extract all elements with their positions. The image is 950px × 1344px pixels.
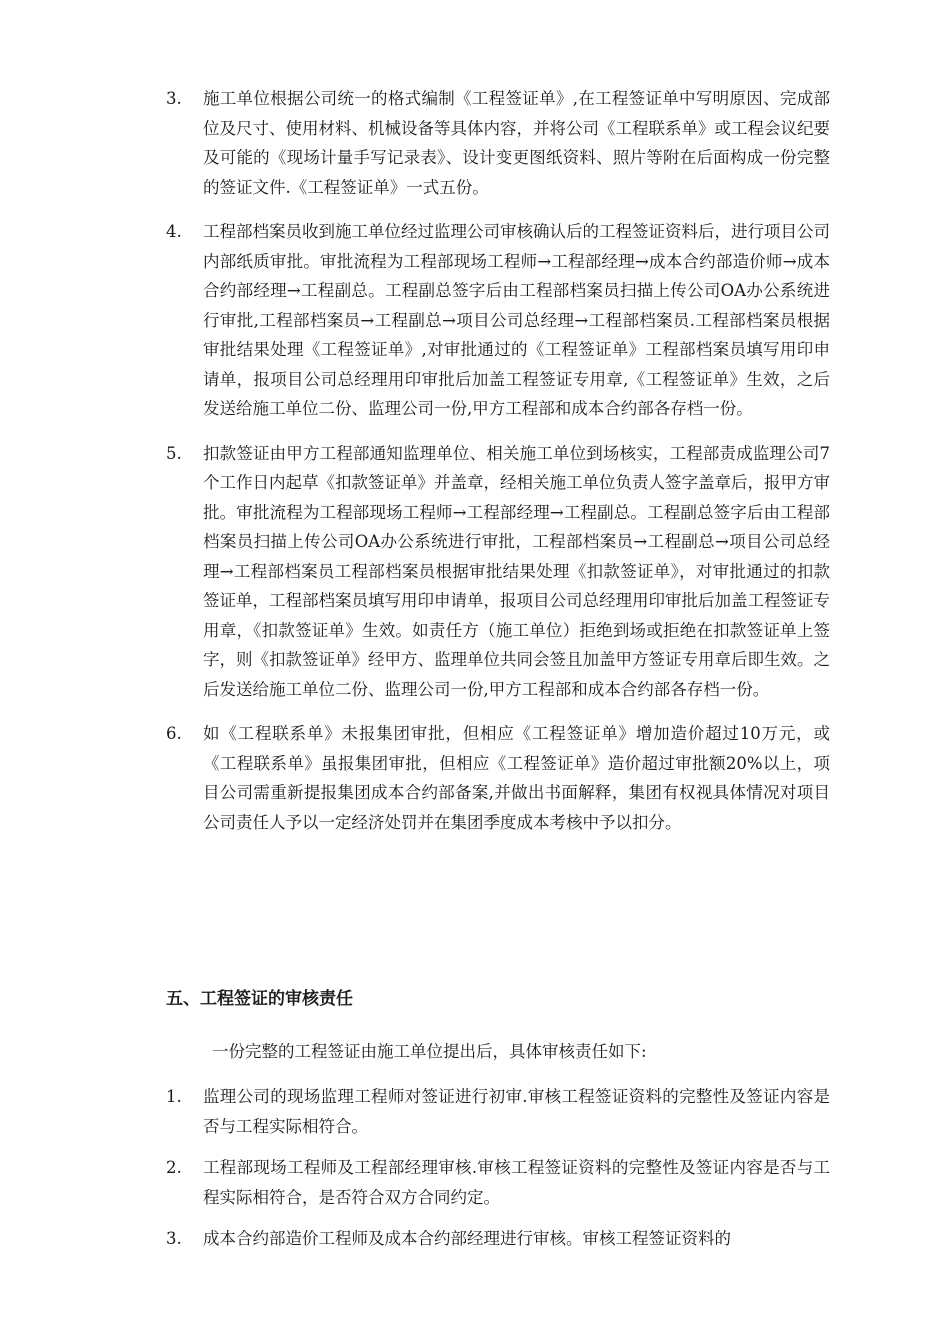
list-item-text: 施工单位根据公司统一的格式编制《工程签证单》,在工程签证单中写明原因、完成部位及尺寸、使用材料、机械设备等具体内容，并将公司《工程联系单》或工程会议纪要及可能的《现场计量手写记录表》、设计变更图纸资料、照片等附在后面构成一份完整的签证文件.《工程签证单》一式五份。 [203,89,830,197]
list-item-number: 3. [166,89,182,108]
list-item-number: 1. [166,1087,182,1106]
list-item [166,217,830,424]
list-item [166,84,830,202]
list-item [166,1153,830,1212]
list-item [166,1082,830,1141]
list-item-text: 工程部档案员收到施工单位经过监理公司审核确认后的工程签证资料后，进行项目公司内部纸质审批。审批流程为工程部现场工程师→工程部经理→成本合约部造价师→成本合约部经理→工程副总。工程副总签字后由工程部档案员扫描上传公司OA办公系统进行审批,工程部档案员→工程副总→项目公司总经理→工程部档案员.工程部档案员根据审批结果处理《工程签证单》,对审批通过的《工程签证单》工程部档案员填写用印申请单，报项目公司总经理用印审批后加盖工程签证专用章,《工程签证单》生效，之后发送给施工单位二份、监理公司一份,甲方工程部和成本合约部各存档一份。 [203,222,830,418]
list-item [166,439,830,705]
list-item-text: 监理公司的现场监理工程师对签证进行初审.审核工程签证资料的完整性及签证内容是否与工程实际相符合。 [203,1087,830,1136]
list-item-number: 4. [166,222,182,241]
list-item-number: 5. [166,443,182,463]
list-item-number: 6. [166,724,182,743]
section-intro: 一份完整的工程签证由施工单位提出后，具体审核责任如下: [212,1042,647,1061]
list-item-text: 工程部现场工程师及工程部经理审核.审核工程签证资料的完整性及签证内容是否与工程实际相符合，是否符合双方合同约定。 [203,1158,830,1207]
list-item-text: 如《工程联系单》未报集团审批，但相应《工程签证单》增加造价超过10万元，或《工程联系单》虽报集团审批，但相应《工程签证单》造价超过审批额20%以上，项目公司需重新提报集团成本合约部备案,并做出书面解释，集团有权视具体情况对项目公司责任人予以一定经济处罚并在集团季度成本考核中予以扣分。 [203,724,830,832]
list-item-text: 扣款签证由甲方工程部通知监理单位、相关施工单位到场核实，工程部责成监理公司7个工作日内起草《扣款签证单》并盖章，经相关施工单位负责人签字盖章后，报甲方审批。审批流程为工程部现场工程师→工程部经理→工程副总。工程副总签字后由工程部档案员扫描上传公司OA办公系统进行审批，工程部档案员→工程副总→项目公司总经理→工程部档案员工程部档案员根据审批结果处理《扣款签证单》，对审批通过的扣款签证单，工程部档案员填写用印申请单，报项目公司总经理用印审批后加盖工程签证专用章，《扣款签证单》生效。如责任方（施工单位）拒绝到场或拒绝在扣款签证单上签字，则《扣款签证单》经甲方、监理单位共同会签且加盖甲方签证专用章后即生效。之后发送给施工单位二份、监理公司一份,甲方工程部和成本合约部各存档一份。 [203,443,830,699]
list-item-number: 2. [166,1158,182,1177]
list-item [166,719,830,837]
section-heading: 五、工程签证的审核责任 [166,989,353,1009]
list-item [166,1224,830,1254]
list-item-text: 成本合约部造价工程师及成本合约部经理进行审核。审核工程签证资料的 [203,1229,731,1248]
review-responsibility-list [166,1082,830,1254]
list-item-number: 3. [166,1229,182,1248]
procedure-list-part1 [166,84,830,837]
